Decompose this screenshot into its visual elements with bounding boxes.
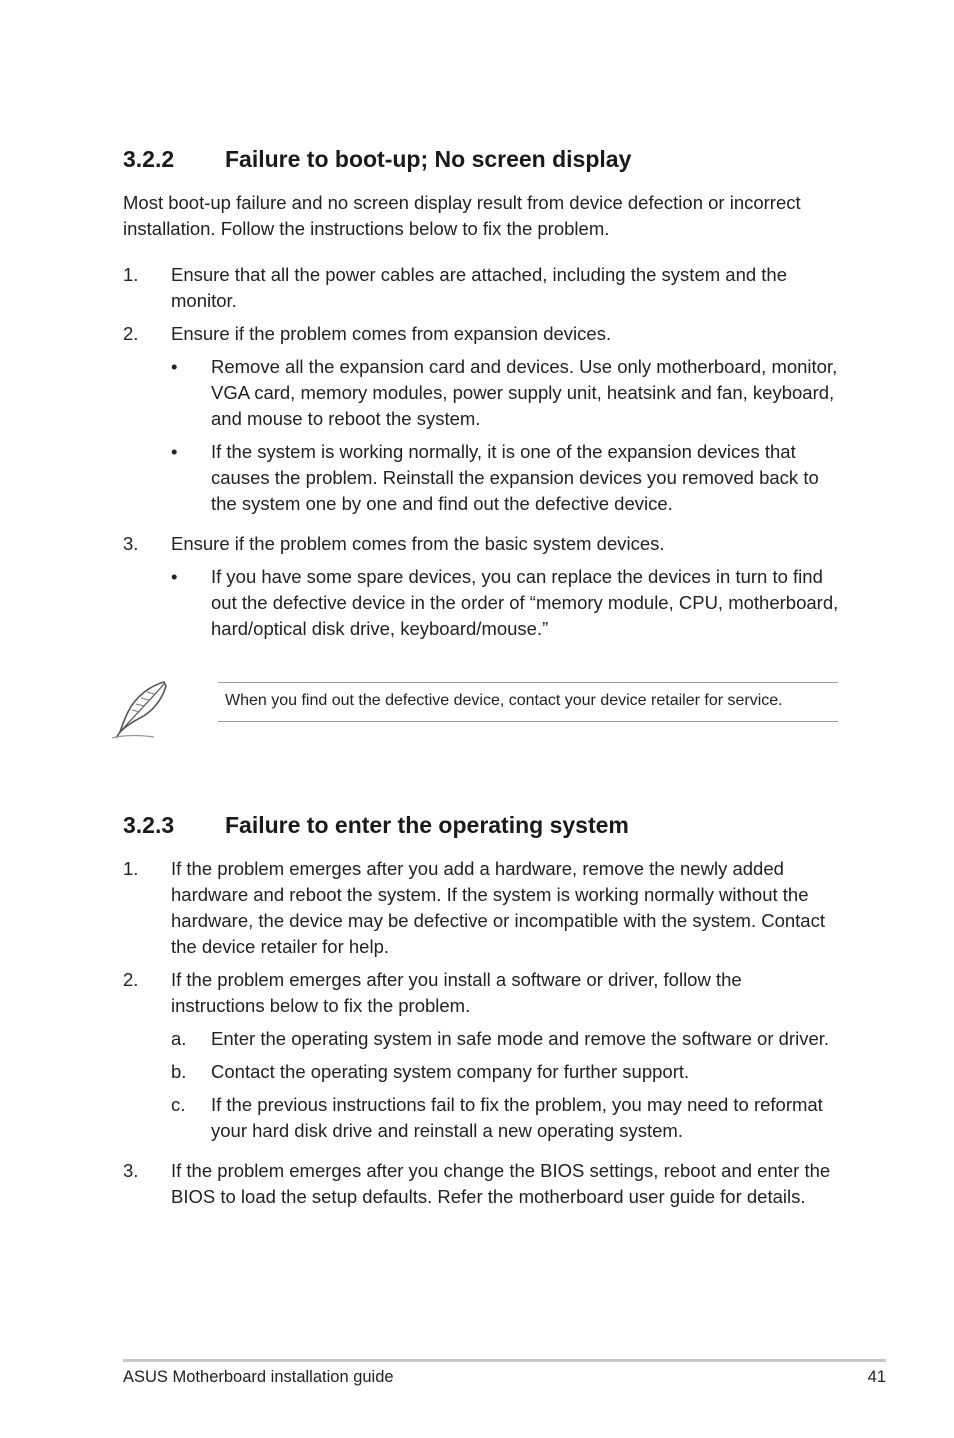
footer-divider (123, 1359, 886, 1362)
bullet-marker: • (171, 566, 178, 587)
step-text: Ensure if the problem comes from expansion devices. (171, 323, 612, 344)
section-number: 3.2.3 (123, 812, 175, 838)
sub-step-list (171, 1026, 839, 1144)
page-number: 41 (867, 1368, 886, 1386)
sub-step-item (171, 1026, 839, 1052)
bullet-item (171, 439, 839, 517)
sub-step-text: Enter the operating system in safe mode and remove the software or driver. (211, 1028, 830, 1049)
sub-step-text: Contact the operating system company for further support. (211, 1061, 690, 1082)
step-marker: 3. (123, 1160, 139, 1181)
list-item (123, 856, 839, 960)
sub-step-text: If the previous instructions fail to fix the problem, you may need to reformat your hard disk drive and reinstall a new operating system. (211, 1094, 823, 1141)
list-item (123, 531, 839, 649)
section-title: Failure to boot-up; No screen display (225, 146, 632, 172)
bullet-item (171, 564, 839, 642)
sub-step-item (171, 1092, 839, 1144)
sub-step-marker: b. (171, 1061, 187, 1082)
step-text: Ensure if the problem comes from the basic system devices. (171, 533, 665, 554)
bullet-list (171, 354, 839, 517)
bullet-list (171, 564, 839, 642)
step-marker: 3. (123, 533, 139, 554)
bullet-item (171, 354, 839, 432)
intro-paragraph: Most boot-up failure and no screen display result from device defection or incorrect installation. Follow the instructions below to fix the problem. (123, 192, 801, 239)
list-item (123, 262, 839, 314)
section-title: Failure to enter the operating system (225, 812, 629, 838)
step-text: If the problem emerges after you install a software or driver, follow the instructions below to fix the problem. (171, 969, 742, 1016)
step-text: Ensure that all the power cables are attached, including the system and the monitor. (171, 264, 788, 311)
list-item (123, 967, 839, 1151)
section-boot-failure (123, 144, 839, 656)
list-item (123, 321, 839, 524)
step-text: If the problem emerges after you add a hardware, remove the newly added hardware and reboot the system. If the system is working normally without the hardware, the device may be defective or incompatible with the system. Contact the device retailer for help. (171, 858, 825, 957)
note-callout (110, 676, 840, 740)
section-heading (123, 810, 839, 840)
bullet-text: If the system is working normally, it is one of the expansion devices that causes the problem. Reinstall the expansion devices you removed back to the system one by one and find out the defective device. (211, 441, 819, 514)
step-text: If the problem emerges after you change the BIOS settings, reboot and enter the BIOS to load the setup defaults. Refer the motherboard user guide for details. (171, 1160, 831, 1207)
note-text: When you find out the defective device, contact your device retailer for service. (225, 692, 783, 709)
step-marker: 1. (123, 858, 139, 879)
sub-step-marker: a. (171, 1028, 187, 1049)
section-number: 3.2.2 (123, 146, 175, 172)
footer-title: ASUS Motherboard installation guide (123, 1368, 394, 1386)
sub-step-marker: c. (171, 1094, 186, 1115)
step-list (123, 856, 839, 1210)
bullet-marker: • (171, 356, 178, 377)
bullet-text: If you have some spare devices, you can replace the devices in turn to find out the defective device in the order of “memory module, CPU, motherboard, hard/optical disk drive, keyboard/mouse.” (211, 566, 839, 639)
bullet-text: Remove all the expansion card and devices. Use only motherboard, monitor, VGA card, memory modules, power supply unit, heatsink and fan, keyboard, and mouse to reboot the system. (211, 356, 838, 429)
list-item (123, 1158, 839, 1210)
note-box (218, 682, 838, 722)
step-marker: 1. (123, 264, 139, 285)
step-marker: 2. (123, 969, 139, 990)
step-list (123, 262, 839, 649)
section-os-failure (123, 810, 839, 1217)
step-marker: 2. (123, 323, 139, 344)
section-heading (123, 144, 839, 174)
sub-step-item (171, 1059, 839, 1085)
bullet-marker: • (171, 441, 178, 462)
feather-pen-icon (110, 678, 172, 740)
